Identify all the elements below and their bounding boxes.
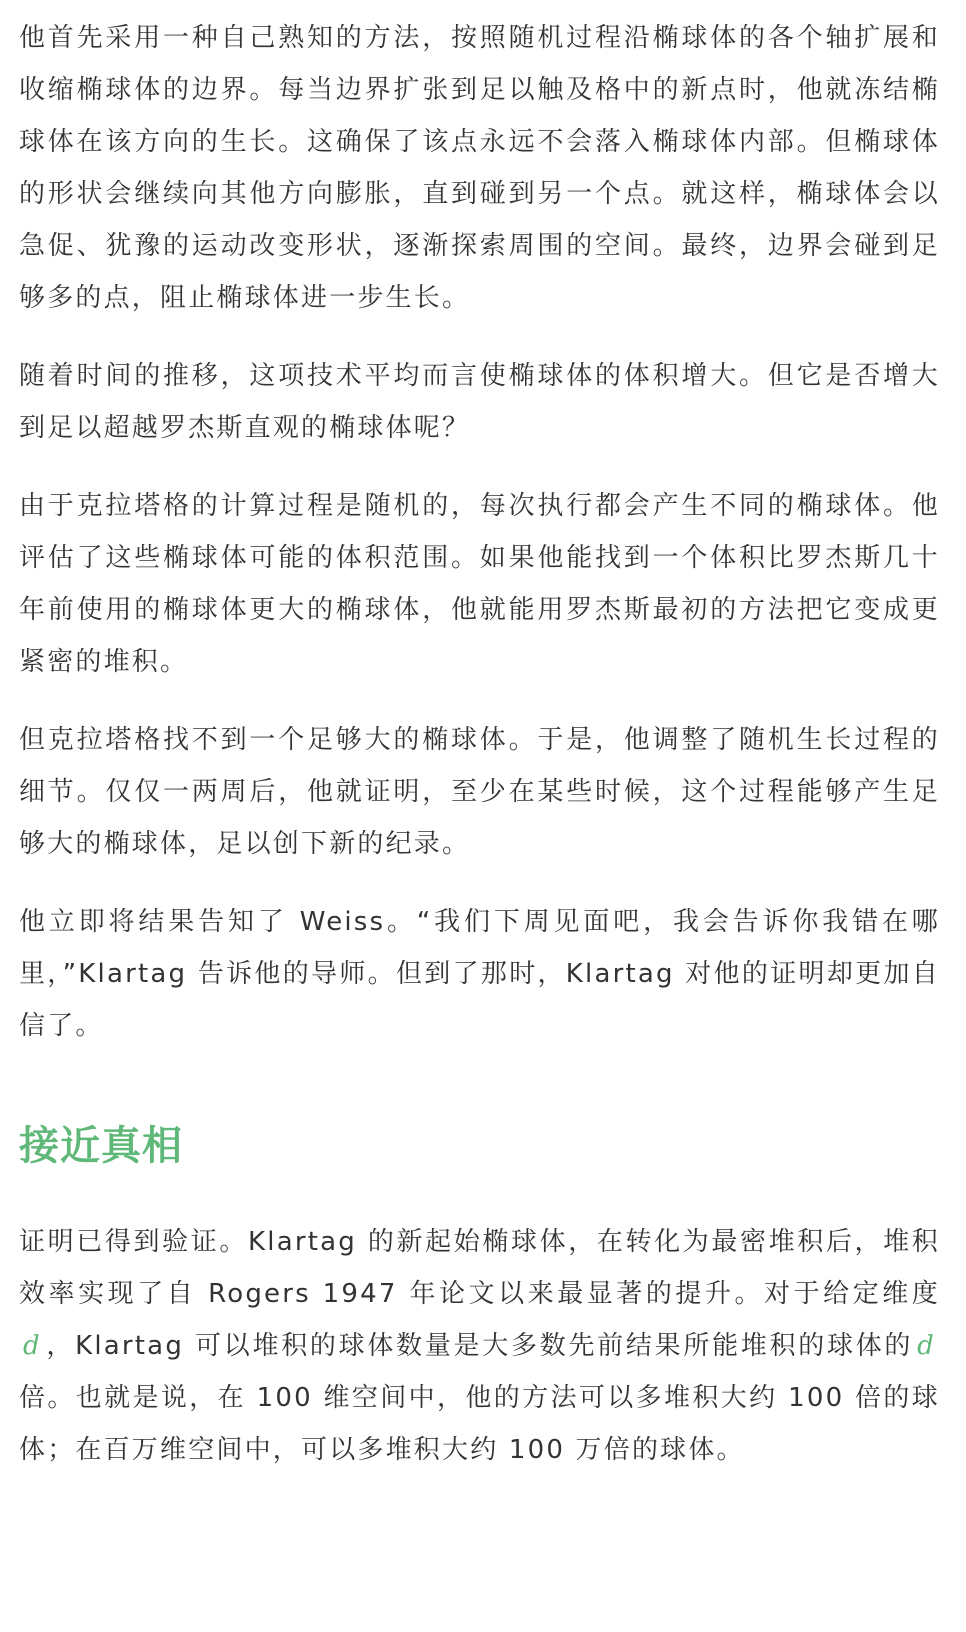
paragraph-gap	[19, 870, 940, 896]
paragraph-text: 倍。也就是说，在 100 维空间中，他的方法可以多堆积大约 100 倍的球体；在百万维空间中，可以多堆积大约 100 万倍的球体。	[19, 1383, 940, 1465]
paragraph-random-process: 由于克拉塔格的计算过程是随机的，每次执行都会产生不同的椭球体。他评估了这些椭球体可能的体积范围。如果他能找到一个体积比罗杰斯几十年前使用的椭球体更大的椭球体，他就能用罗杰斯最初的方法把它变成更紧密的堆积。	[19, 491, 940, 677]
section-heading: 接近真相	[19, 1123, 183, 1169]
paragraph-gap	[19, 454, 940, 480]
paragraph-proof-verified	[19, 1216, 940, 1476]
section-gap	[19, 1052, 940, 1116]
paragraph-gap	[19, 324, 940, 350]
math-variable-d: d	[917, 1331, 936, 1361]
paragraph-text: 证明已得到验证。Klartag 的新起始椭球体，在转化为最密堆积后，堆积效率实现了自 Rogers 1947 年论文以来最显著的提升。对于给定维度	[19, 1227, 940, 1309]
paragraph-ellipsoid-growth: 他首先采用一种自己熟知的方法，按照随机过程沿椭球体的各个轴扩展和收缩椭球体的边界。每当边界扩张到足以触及格中的新点时，他就冻结椭球体在该方向的生长。这确保了该点永远不会落入椭球体内部。但椭球体的形状会继续向其他方向膨胀，直到碰到另一个点。就这样，椭球体会以急促、犹豫的运动改变形状，逐渐探索周围的空间。最终，边界会碰到足够多的点，阻止椭球体进一步生长。	[19, 23, 940, 313]
paragraph-volume-question: 随着时间的推移，这项技术平均而言使椭球体的体积增大。但它是否增大到足以超越罗杰斯直观的椭球体呢？	[19, 361, 940, 443]
paragraph-text: ，Klartag 可以堆积的球体数量是大多数先前结果所能堆积的球体的	[45, 1331, 914, 1361]
math-variable-d: d	[23, 1331, 42, 1361]
paragraph-adjustment: 但克拉塔格找不到一个足够大的椭球体。于是，他调整了随机生长过程的细节。仅仅一两周后，他就证明，至少在某些时候，这个过程能够产生足够大的椭球体，足以创下新的纪录。	[19, 725, 940, 859]
paragraph-weiss: 他立即将结果告知了 Weiss。“我们下周见面吧，我会告诉你我错在哪里，”Klartag 告诉他的导师。但到了那时，Klartag 对他的证明却更加自信了。	[19, 907, 940, 1041]
section-gap	[19, 1176, 940, 1216]
paragraph-gap	[19, 688, 940, 714]
